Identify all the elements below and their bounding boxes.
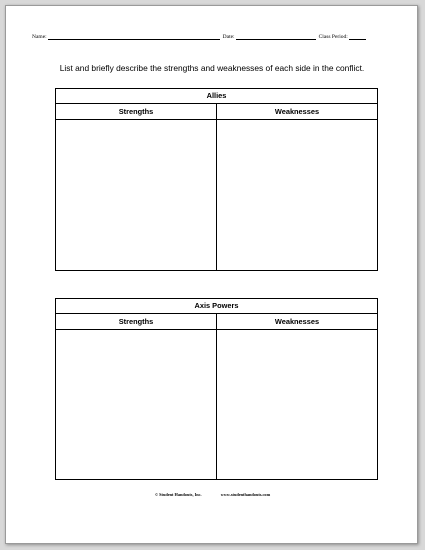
allies-strengths-header: Strengths bbox=[56, 104, 217, 119]
axis-powers-table-body bbox=[56, 330, 377, 479]
class-period-blank[interactable] bbox=[349, 34, 366, 40]
date-label: Date: bbox=[222, 34, 235, 40]
axis-powers-table-title: Axis Powers bbox=[56, 299, 377, 314]
allies-strengths-cell[interactable] bbox=[56, 120, 217, 270]
allies-weaknesses-header: Weaknesses bbox=[274, 107, 320, 116]
allies-table bbox=[55, 88, 378, 271]
axis-strengths-header: Strengths bbox=[56, 314, 217, 329]
student-info-line bbox=[32, 34, 384, 40]
axis-powers-table-header bbox=[56, 314, 377, 330]
name-blank[interactable] bbox=[48, 34, 220, 40]
worksheet-page bbox=[5, 5, 418, 544]
name-label: Name: bbox=[32, 34, 47, 40]
footer bbox=[6, 492, 419, 497]
axis-strengths-cell[interactable] bbox=[56, 330, 217, 479]
allies-table-body bbox=[56, 120, 377, 270]
footer-website: www.studenthandouts.com bbox=[220, 492, 271, 497]
allies-weaknesses-cell[interactable] bbox=[217, 120, 377, 270]
allies-table-title: Allies bbox=[56, 89, 377, 104]
date-blank[interactable] bbox=[236, 34, 316, 40]
axis-powers-table bbox=[55, 298, 378, 480]
footer-copyright: © Student Handouts, Inc. bbox=[154, 492, 202, 497]
instructions: List and briefly describe the strengths and weaknesses of each side in the conflict. bbox=[59, 63, 365, 73]
axis-weaknesses-cell[interactable] bbox=[217, 330, 377, 479]
allies-table-header bbox=[56, 104, 377, 120]
class-period-label: Class Period: bbox=[318, 34, 348, 40]
axis-weaknesses-header: Weaknesses bbox=[274, 317, 320, 326]
